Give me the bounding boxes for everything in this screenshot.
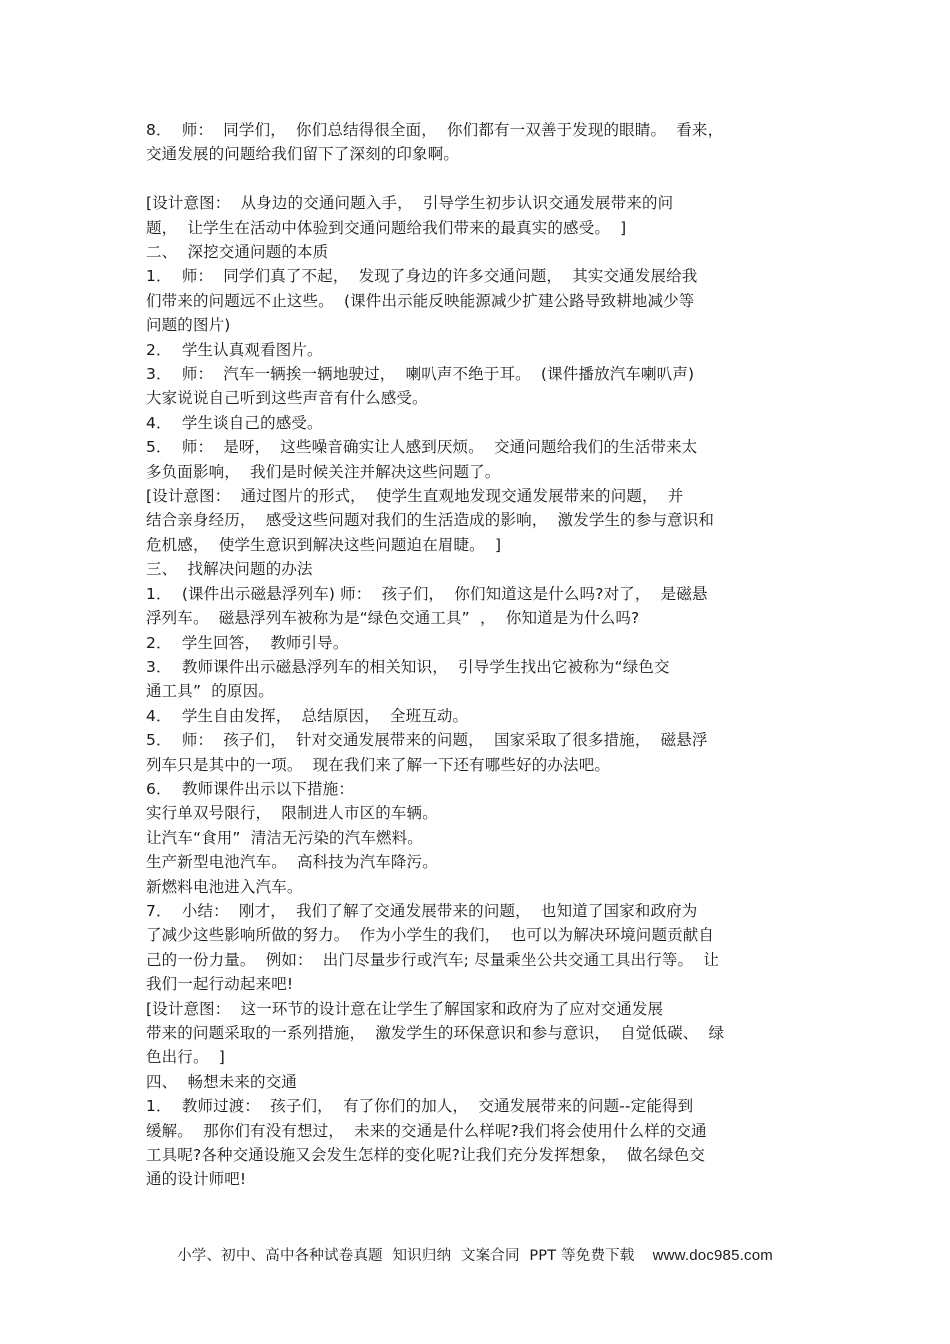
text-line: [设计意图： 这一环节的设计意在让学生了解国家和政府为了应对交通发展 (146, 999, 664, 1018)
text-line: 我们一起行动起来吧! (146, 975, 294, 994)
text-line: 5． 师： 是呀， 这些噪音确实让人感到厌烦。 交通问题给我们的生活带来太 (146, 438, 698, 457)
text-line: 色出行。 ] (146, 1048, 225, 1067)
text-line: 列车只是其中的一项。 现在我们来了解一下还有哪些好的办法吧。 (146, 755, 611, 774)
text-line: 题， 让学生在活动中体验到交通问题给我们带来的最真实的感受。 ] (146, 218, 627, 237)
text-line: [设计意图： 通过图片的形式， 使学生直观地发现交通发展带来的问题， 并 (146, 487, 684, 506)
footer-url[interactable]: www.doc985.com (652, 1247, 773, 1264)
text-line: 7． 小结： 刚才， 我们了解了交通发展带来的问题， 也知道了国家和政府为 (146, 901, 698, 920)
text-line: 结合亲身经历， 感受这些问题对我们的生活造成的影响， 激发学生的参与意识和 (146, 511, 715, 530)
text-line: 问题的图片) (146, 316, 231, 335)
text-line: 己的一份力量。 例如： 出门尽量步行或汽车; 尽量乘坐公共交通工具出行等。 让 (146, 950, 720, 969)
text-line: 通工具” 的原因。 (146, 682, 274, 701)
text-line: 让汽车“食用” 清洁无污染的汽车燃料。 (146, 828, 423, 847)
text-line: 1． (课件出示磁悬浮列车) 师： 孩子们， 你们知道这是什么吗?对了， 是磁悬 (146, 584, 708, 603)
text-line: 大家说说自己听到这些声音有什么感受。 (146, 389, 428, 408)
text-line: 工具呢?各种交通设施又会发生怎样的变化呢?让我们充分发挥想象， 做名绿色交 (146, 1146, 706, 1165)
text-line: 1． 师： 同学们真了不起， 发现了身边的许多交通问题， 其实交通发展给我 (146, 267, 698, 286)
text-line: 生产新型电池汽车。 高科技为汽车降污。 (146, 853, 438, 872)
text-line: 通的设计师吧! (146, 1170, 247, 1189)
footer-text: 小学、初中、高中各种试卷真题 知识归纳 文案合同 PPT 等免费下载 (177, 1248, 635, 1264)
text-line: 新燃料电池进入汽车。 (146, 877, 303, 896)
text-line: 4． 学生谈自己的感受。 (146, 413, 323, 432)
text-line: 3． 教师课件出示磁悬浮列车的相关知识， 引导学生找出它被称为“绿色交 (146, 657, 670, 676)
text-line: 4． 学生自由发挥， 总结原因， 全班互动。 (146, 706, 469, 725)
text-line: 3． 师： 汽车一辆挨一辆地驶过， 喇叭声不绝于耳。 (课件播放汽车喇叭声) (146, 365, 695, 384)
text-line: [设计意图： 从身边的交通问题入手， 引导学生初步认识交通发展带来的问 (146, 194, 674, 213)
text-line: 了减少这些影响所做的努力。 作为小学生的我们， 也可以为解决环境问题贡献自 (146, 926, 715, 945)
text-line: 危机感， 使学生意识到解决这些问题迫在眉睫。 ] (146, 535, 502, 554)
text-line: 实行单双号限行， 限制进人市区的车辆。 (146, 804, 438, 823)
text-line: 6． 教师课件出示以下措施： (146, 779, 354, 798)
text-line: 带来的问题采取的一系列措施， 激发学生的环保意识和参与意识， 自觉低碳、 绿 (146, 1024, 725, 1043)
text-line (146, 167, 786, 191)
text-line: 1． 教师过渡： 孩子们， 有了你们的加人， 交通发展带来的问题--定能得到 (146, 1097, 694, 1116)
text-line: 5． 师： 孩子们， 针对交通发展带来的问题， 国家采取了很多措施， 磁悬浮 (146, 731, 708, 750)
text-line: 2． 学生认真观看图片。 (146, 340, 323, 359)
text-line: 浮列车。 磁悬浮列车被称为是“绿色交通工具” ， 你知道是为什么吗? (146, 609, 640, 628)
text-line: 8． 师： 同学们， 你们总结得很全面， 你们都有一双善于发现的眼睛。 看来， (146, 121, 724, 139)
text-line: 2． 学生回答， 教师引导。 (146, 633, 349, 652)
text-line: 缓解。 那你们有没有想过， 未来的交通是什么样呢?我们将会使用什么样的交通 (146, 1121, 707, 1140)
text-line: 二、 深挖交通问题的本质 (146, 243, 329, 262)
text-line: 三、 找解决问题的办法 (146, 560, 313, 579)
text-line: 四、 畅想未来的交通 (146, 1072, 298, 1091)
text-line: 多负面影响， 我们是时候关注并解决这些问题了。 (146, 462, 501, 481)
text-line: 们带来的问题远不止这些。 (课件出示能反映能源减少扩建公路导致耕地减少等 (146, 291, 695, 310)
page-footer (0, 1244, 950, 1265)
document-body (146, 118, 786, 1192)
text-line: 交通发展的问题给我们留下了深刻的印象啊。 (146, 145, 460, 164)
